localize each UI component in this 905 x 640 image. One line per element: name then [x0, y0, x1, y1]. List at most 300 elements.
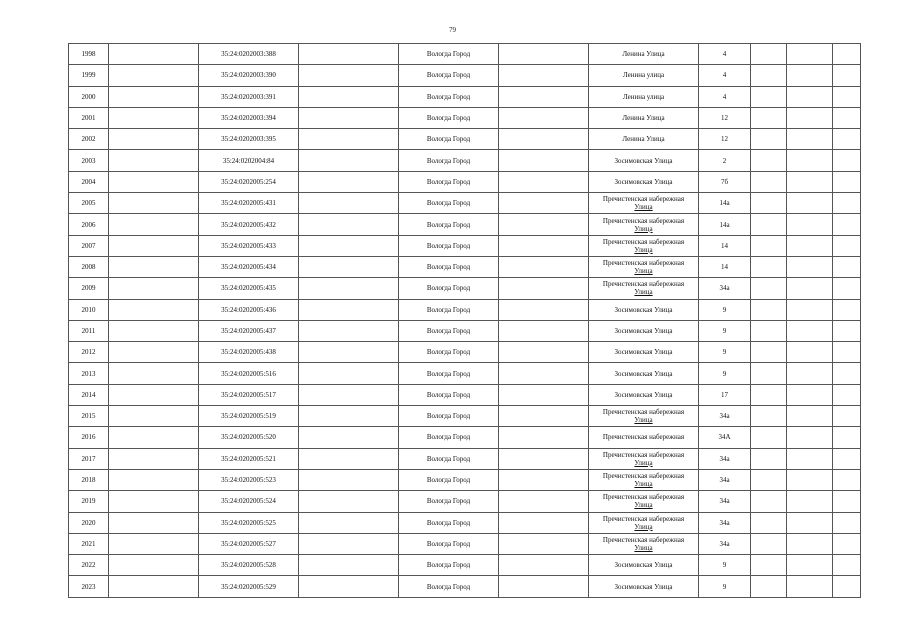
- empty-cell: [299, 384, 399, 405]
- table-row: [69, 86, 861, 107]
- registry-table: [68, 43, 861, 598]
- empty-cell: [751, 299, 787, 320]
- empty-cell: [299, 278, 399, 299]
- cadastral-number-cell: 35:24:0202003:388: [199, 44, 299, 65]
- house-number-cell: 7б: [699, 171, 751, 192]
- empty-cell: [751, 384, 787, 405]
- street-name: Зосимовская Улица: [614, 177, 673, 186]
- empty-cell: [499, 214, 589, 235]
- row-number-cell: 2019: [69, 491, 109, 512]
- empty-cell: [499, 129, 589, 150]
- table-row: [69, 448, 861, 469]
- street-name: Ленина Улица: [622, 114, 665, 123]
- street-cell: [589, 576, 699, 597]
- street-cell: [589, 214, 699, 235]
- empty-cell: [499, 384, 589, 405]
- row-number-cell: 2017: [69, 448, 109, 469]
- empty-cell: [751, 150, 787, 171]
- empty-cell: [299, 193, 399, 214]
- empty-cell: [787, 150, 833, 171]
- empty-cell: [109, 555, 199, 576]
- empty-cell: [787, 214, 833, 235]
- empty-cell: [109, 150, 199, 171]
- empty-cell: [751, 235, 787, 256]
- empty-cell: [299, 555, 399, 576]
- empty-cell: [499, 256, 589, 277]
- empty-cell: [787, 533, 833, 554]
- row-number-cell: 2007: [69, 235, 109, 256]
- street-name: Зосимовская Улица: [614, 582, 673, 591]
- table-row: [69, 555, 861, 576]
- empty-cell: [499, 65, 589, 86]
- city-cell: Вологда Город: [399, 129, 499, 150]
- street-name: Пречистенская набережная: [602, 514, 685, 523]
- empty-cell: [833, 342, 861, 363]
- street-name: Пречистенская набережная: [602, 493, 685, 502]
- cadastral-number-cell: 35:24:0202005:432: [199, 214, 299, 235]
- empty-cell: [109, 256, 199, 277]
- empty-cell: [751, 555, 787, 576]
- street-cell: [589, 427, 699, 448]
- empty-cell: [109, 363, 199, 384]
- empty-cell: [787, 129, 833, 150]
- table-row: [69, 491, 861, 512]
- street-cell: [589, 512, 699, 533]
- house-number-cell: 34а: [699, 406, 751, 427]
- row-number-cell: 2003: [69, 150, 109, 171]
- empty-cell: [299, 107, 399, 128]
- cadastral-number-cell: 35:24:0202005:437: [199, 320, 299, 341]
- table-row: [69, 576, 861, 597]
- street-name: Зосимовская Улица: [614, 305, 673, 314]
- empty-cell: [751, 193, 787, 214]
- street-cell: [589, 384, 699, 405]
- empty-cell: [787, 107, 833, 128]
- street-type: Улица: [634, 501, 653, 510]
- empty-cell: [109, 65, 199, 86]
- empty-cell: [499, 320, 589, 341]
- street-name: Зосимовская Улица: [614, 390, 673, 399]
- house-number-cell: 34а: [699, 491, 751, 512]
- empty-cell: [299, 491, 399, 512]
- empty-cell: [751, 214, 787, 235]
- city-cell: Вологда Город: [399, 448, 499, 469]
- empty-cell: [109, 491, 199, 512]
- table-row: [69, 469, 861, 490]
- empty-cell: [787, 363, 833, 384]
- empty-cell: [109, 171, 199, 192]
- cadastral-number-cell: 35:24:0202005:521: [199, 448, 299, 469]
- empty-cell: [833, 427, 861, 448]
- street-name: Ленина улица: [622, 92, 665, 101]
- street-name: Пречистенская набережная: [602, 259, 685, 268]
- empty-cell: [299, 256, 399, 277]
- empty-cell: [109, 512, 199, 533]
- cadastral-number-cell: 35:24:0202003:390: [199, 65, 299, 86]
- street-cell: [589, 65, 699, 86]
- empty-cell: [109, 129, 199, 150]
- row-number-cell: 2002: [69, 129, 109, 150]
- empty-cell: [787, 406, 833, 427]
- cadastral-number-cell: 35:24:0202005:527: [199, 533, 299, 554]
- street-name: Зосимовская Улица: [614, 348, 673, 357]
- empty-cell: [109, 235, 199, 256]
- row-number-cell: 2021: [69, 533, 109, 554]
- table-row: [69, 150, 861, 171]
- empty-cell: [751, 256, 787, 277]
- empty-cell: [833, 491, 861, 512]
- street-cell: [589, 363, 699, 384]
- street-type: Улица: [634, 416, 653, 425]
- cadastral-number-cell: 35:24:0202003:395: [199, 129, 299, 150]
- empty-cell: [787, 299, 833, 320]
- empty-cell: [751, 406, 787, 427]
- empty-cell: [833, 171, 861, 192]
- row-number-cell: 2005: [69, 193, 109, 214]
- cadastral-number-cell: 35:24:0202005:435: [199, 278, 299, 299]
- cadastral-number-cell: 35:24:0202005:523: [199, 469, 299, 490]
- row-number-cell: 2000: [69, 86, 109, 107]
- street-type: Улица: [634, 267, 653, 276]
- street-type: Улица: [634, 203, 653, 212]
- empty-cell: [109, 576, 199, 597]
- street-cell: [589, 342, 699, 363]
- row-number-cell: 2004: [69, 171, 109, 192]
- street-type: Улица: [634, 224, 653, 233]
- empty-cell: [833, 320, 861, 341]
- row-number-cell: 2016: [69, 427, 109, 448]
- empty-cell: [751, 171, 787, 192]
- city-cell: Вологда Город: [399, 256, 499, 277]
- city-cell: Вологда Город: [399, 235, 499, 256]
- empty-cell: [299, 363, 399, 384]
- empty-cell: [787, 342, 833, 363]
- cadastral-number-cell: 35:24:0202003:391: [199, 86, 299, 107]
- house-number-cell: 9: [699, 363, 751, 384]
- city-cell: Вологда Город: [399, 65, 499, 86]
- house-number-cell: 34а: [699, 512, 751, 533]
- empty-cell: [299, 150, 399, 171]
- empty-cell: [751, 320, 787, 341]
- cadastral-number-cell: 35:24:0202003:394: [199, 107, 299, 128]
- empty-cell: [499, 555, 589, 576]
- empty-cell: [751, 278, 787, 299]
- empty-cell: [499, 235, 589, 256]
- empty-cell: [499, 448, 589, 469]
- empty-cell: [499, 193, 589, 214]
- house-number-cell: 4: [699, 44, 751, 65]
- empty-cell: [299, 469, 399, 490]
- empty-cell: [499, 427, 589, 448]
- empty-cell: [751, 129, 787, 150]
- table-row: [69, 65, 861, 86]
- street-name: Пречистенская набережная: [602, 472, 685, 481]
- empty-cell: [299, 342, 399, 363]
- empty-cell: [787, 576, 833, 597]
- city-cell: Вологда Город: [399, 342, 499, 363]
- street-cell: [589, 171, 699, 192]
- street-cell: [589, 129, 699, 150]
- table-row: [69, 384, 861, 405]
- empty-cell: [299, 235, 399, 256]
- empty-cell: [833, 576, 861, 597]
- empty-cell: [787, 469, 833, 490]
- row-number-cell: 2010: [69, 299, 109, 320]
- row-number-cell: 2008: [69, 256, 109, 277]
- empty-cell: [299, 427, 399, 448]
- table-row: [69, 427, 861, 448]
- empty-cell: [751, 469, 787, 490]
- empty-cell: [833, 44, 861, 65]
- street-type: Улица: [634, 522, 653, 531]
- table-row: [69, 320, 861, 341]
- cadastral-number-cell: 35:24:0202005:528: [199, 555, 299, 576]
- house-number-cell: 34а: [699, 469, 751, 490]
- street-cell: [589, 235, 699, 256]
- empty-cell: [751, 512, 787, 533]
- empty-cell: [751, 576, 787, 597]
- house-number-cell: 14а: [699, 193, 751, 214]
- street-name: Зосимовская Улица: [614, 561, 673, 570]
- empty-cell: [833, 235, 861, 256]
- street-type: Улица: [634, 543, 653, 552]
- city-cell: Вологда Город: [399, 533, 499, 554]
- city-cell: Вологда Город: [399, 107, 499, 128]
- empty-cell: [499, 512, 589, 533]
- empty-cell: [299, 65, 399, 86]
- table-row: [69, 406, 861, 427]
- empty-cell: [499, 278, 589, 299]
- street-type: Улица: [634, 245, 653, 254]
- street-name: Пречистенская набережная: [602, 535, 685, 544]
- empty-cell: [787, 44, 833, 65]
- empty-cell: [787, 65, 833, 86]
- row-number-cell: 2001: [69, 107, 109, 128]
- row-number-cell: 2020: [69, 512, 109, 533]
- empty-cell: [109, 320, 199, 341]
- street-name: Пречистенская набережная: [602, 280, 685, 289]
- empty-cell: [109, 469, 199, 490]
- house-number-cell: 12: [699, 107, 751, 128]
- empty-cell: [751, 448, 787, 469]
- empty-cell: [499, 86, 589, 107]
- house-number-cell: 34а: [699, 533, 751, 554]
- empty-cell: [109, 406, 199, 427]
- empty-cell: [109, 214, 199, 235]
- cadastral-number-cell: 35:24:0202005:529: [199, 576, 299, 597]
- empty-cell: [833, 448, 861, 469]
- empty-cell: [109, 299, 199, 320]
- empty-cell: [787, 235, 833, 256]
- street-type: Улица: [634, 458, 653, 467]
- empty-cell: [299, 533, 399, 554]
- house-number-cell: 34а: [699, 448, 751, 469]
- city-cell: Вологда Город: [399, 427, 499, 448]
- city-cell: Вологда Город: [399, 86, 499, 107]
- registry-table-body: [69, 44, 861, 598]
- empty-cell: [109, 193, 199, 214]
- empty-cell: [833, 555, 861, 576]
- empty-cell: [499, 491, 589, 512]
- empty-cell: [109, 107, 199, 128]
- city-cell: Вологда Город: [399, 363, 499, 384]
- street-cell: [589, 107, 699, 128]
- empty-cell: [109, 44, 199, 65]
- table-row: [69, 214, 861, 235]
- empty-cell: [299, 171, 399, 192]
- street-name: Ленина Улица: [622, 135, 665, 144]
- empty-cell: [499, 150, 589, 171]
- street-name: Ленина улица: [622, 71, 665, 80]
- table-row: [69, 193, 861, 214]
- row-number-cell: 2022: [69, 555, 109, 576]
- house-number-cell: 34А: [699, 427, 751, 448]
- street-name: Пречистенская набережная: [602, 433, 685, 442]
- empty-cell: [787, 256, 833, 277]
- street-name: Ленина Улица: [622, 50, 665, 59]
- empty-cell: [833, 193, 861, 214]
- table-row: [69, 44, 861, 65]
- city-cell: Вологда Город: [399, 171, 499, 192]
- empty-cell: [833, 86, 861, 107]
- row-number-cell: 1999: [69, 65, 109, 86]
- row-number-cell: 1998: [69, 44, 109, 65]
- cadastral-number-cell: 35:24:0202004:84: [199, 150, 299, 171]
- street-name: Зосимовская Улица: [614, 327, 673, 335]
- table-row: [69, 533, 861, 554]
- cadastral-number-cell: 35:24:0202005:254: [199, 171, 299, 192]
- empty-cell: [499, 299, 589, 320]
- house-number-cell: 9: [699, 299, 751, 320]
- empty-cell: [499, 363, 589, 384]
- empty-cell: [109, 533, 199, 554]
- cadastral-number-cell: 35:24:0202005:520: [199, 427, 299, 448]
- cadastral-number-cell: 35:24:0202005:517: [199, 384, 299, 405]
- empty-cell: [299, 406, 399, 427]
- house-number-cell: 9: [699, 555, 751, 576]
- empty-cell: [787, 86, 833, 107]
- empty-cell: [499, 171, 589, 192]
- city-cell: Вологда Город: [399, 406, 499, 427]
- street-type: Улица: [634, 288, 653, 297]
- cadastral-number-cell: 35:24:0202005:519: [199, 406, 299, 427]
- empty-cell: [833, 533, 861, 554]
- street-name: Зосимовская Улица: [614, 369, 673, 378]
- empty-cell: [299, 512, 399, 533]
- empty-cell: [751, 427, 787, 448]
- street-cell: [589, 406, 699, 427]
- street-cell: [589, 469, 699, 490]
- empty-cell: [787, 171, 833, 192]
- house-number-cell: 4: [699, 65, 751, 86]
- empty-cell: [787, 384, 833, 405]
- cadastral-number-cell: 35:24:0202005:431: [199, 193, 299, 214]
- street-cell: [589, 299, 699, 320]
- street-cell: [589, 256, 699, 277]
- cadastral-number-cell: 35:24:0202005:524: [199, 491, 299, 512]
- empty-cell: [109, 342, 199, 363]
- empty-cell: [299, 86, 399, 107]
- empty-cell: [787, 320, 833, 341]
- row-number-cell: 2012: [69, 342, 109, 363]
- street-cell: [589, 491, 699, 512]
- empty-cell: [299, 299, 399, 320]
- cadastral-number-cell: 35:24:0202005:516: [199, 363, 299, 384]
- city-cell: Вологда Город: [399, 555, 499, 576]
- empty-cell: [299, 44, 399, 65]
- street-name: Пречистенская набережная: [602, 216, 685, 225]
- empty-cell: [109, 86, 199, 107]
- street-cell: [589, 320, 699, 341]
- table-row: [69, 107, 861, 128]
- table-row: [69, 129, 861, 150]
- house-number-cell: 12: [699, 129, 751, 150]
- street-cell: [589, 555, 699, 576]
- empty-cell: [109, 448, 199, 469]
- city-cell: Вологда Город: [399, 512, 499, 533]
- empty-cell: [833, 256, 861, 277]
- row-number-cell: 2006: [69, 214, 109, 235]
- empty-cell: [833, 278, 861, 299]
- empty-cell: [499, 342, 589, 363]
- empty-cell: [833, 406, 861, 427]
- empty-cell: [299, 320, 399, 341]
- empty-cell: [787, 491, 833, 512]
- table-row: [69, 299, 861, 320]
- empty-cell: [499, 406, 589, 427]
- street-name: Пречистенская набережная: [602, 408, 685, 417]
- table-row: [69, 342, 861, 363]
- street-name: Пречистенская набережная: [602, 450, 685, 459]
- empty-cell: [833, 107, 861, 128]
- city-cell: Вологда Город: [399, 278, 499, 299]
- empty-cell: [299, 214, 399, 235]
- house-number-cell: 2: [699, 150, 751, 171]
- house-number-cell: 14а: [699, 214, 751, 235]
- cadastral-number-cell: 35:24:0202005:525: [199, 512, 299, 533]
- empty-cell: [751, 342, 787, 363]
- row-number-cell: 2018: [69, 469, 109, 490]
- house-number-cell: 14: [699, 256, 751, 277]
- house-number-cell: 9: [699, 320, 751, 341]
- table-row: [69, 512, 861, 533]
- empty-cell: [833, 469, 861, 490]
- street-name: Пречистенская набережная: [602, 237, 685, 246]
- street-cell: [589, 44, 699, 65]
- empty-cell: [109, 278, 199, 299]
- empty-cell: [299, 576, 399, 597]
- cadastral-number-cell: 35:24:0202005:438: [199, 342, 299, 363]
- empty-cell: [751, 65, 787, 86]
- table-row: [69, 256, 861, 277]
- table-row: [69, 171, 861, 192]
- empty-cell: [833, 129, 861, 150]
- empty-cell: [787, 193, 833, 214]
- empty-cell: [499, 576, 589, 597]
- house-number-cell: 4: [699, 86, 751, 107]
- empty-cell: [499, 107, 589, 128]
- street-cell: [589, 193, 699, 214]
- empty-cell: [751, 491, 787, 512]
- street-cell: [589, 150, 699, 171]
- street-cell: [589, 278, 699, 299]
- street-name: Пречистенская набережная: [602, 195, 685, 204]
- city-cell: Вологда Город: [399, 299, 499, 320]
- empty-cell: [751, 107, 787, 128]
- empty-cell: [751, 44, 787, 65]
- street-type: Улица: [634, 480, 653, 489]
- empty-cell: [751, 533, 787, 554]
